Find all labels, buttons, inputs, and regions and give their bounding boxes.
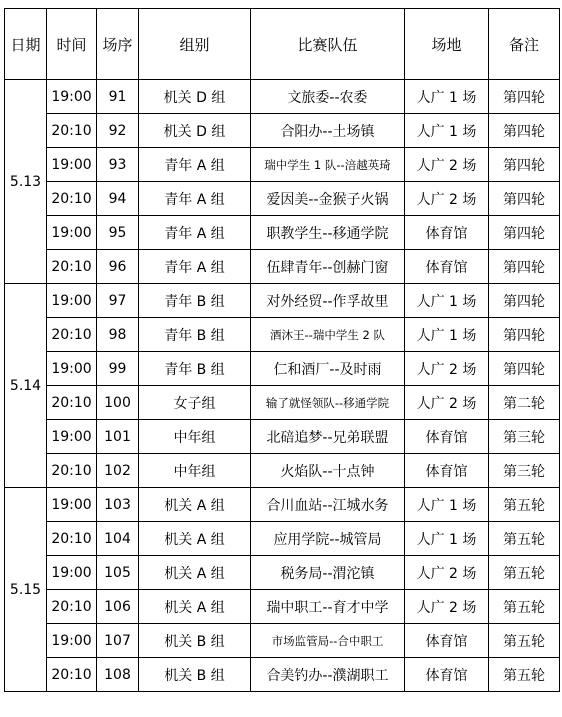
venue-cell: 人广 1 场	[405, 114, 489, 148]
note-cell: 第四轮	[489, 114, 560, 148]
note-cell: 第五轮	[489, 488, 560, 522]
date-cell: 5.15	[5, 488, 47, 692]
match-number-cell: 104	[97, 522, 139, 556]
header-group: 组别	[139, 9, 251, 80]
teams-cell: 应用学院--城管局	[251, 522, 405, 556]
table-row	[5, 386, 560, 420]
venue-cell: 人广 2 场	[405, 182, 489, 216]
group-cell: 中年组	[139, 454, 251, 488]
match-number-cell: 96	[97, 250, 139, 284]
match-number-cell: 101	[97, 420, 139, 454]
group-cell: 青年 B 组	[139, 284, 251, 318]
header-match-number: 场序	[97, 9, 139, 80]
table-row	[5, 284, 560, 318]
table-row	[5, 80, 560, 114]
time-cell: 19:00	[47, 284, 97, 318]
match-number-cell: 93	[97, 148, 139, 182]
teams-cell: 输了就怪领队--移通学院	[251, 386, 405, 420]
venue-cell: 体育馆	[405, 216, 489, 250]
teams-cell: 文旅委--农委	[251, 80, 405, 114]
table-row	[5, 556, 560, 590]
group-cell: 机关 A 组	[139, 556, 251, 590]
match-number-cell: 98	[97, 318, 139, 352]
venue-cell: 人广 2 场	[405, 148, 489, 182]
note-cell: 第四轮	[489, 182, 560, 216]
venue-cell: 体育馆	[405, 250, 489, 284]
table-row	[5, 182, 560, 216]
note-cell: 第五轮	[489, 556, 560, 590]
time-cell: 20:10	[47, 318, 97, 352]
note-cell: 第五轮	[489, 624, 560, 658]
venue-cell: 体育馆	[405, 420, 489, 454]
teams-cell: 税务局--渭沱镇	[251, 556, 405, 590]
match-number-cell: 95	[97, 216, 139, 250]
teams-cell: 火焰队--十点钟	[251, 454, 405, 488]
group-cell: 机关 A 组	[139, 522, 251, 556]
teams-cell: 瑞中学生 1 队--涪越英琦	[251, 148, 405, 182]
match-number-cell: 100	[97, 386, 139, 420]
date-cell: 5.13	[5, 80, 47, 284]
time-cell: 20:10	[47, 658, 97, 692]
group-cell: 机关 B 组	[139, 658, 251, 692]
time-cell: 20:10	[47, 114, 97, 148]
venue-cell: 体育馆	[405, 624, 489, 658]
teams-cell: 合阳办--土场镇	[251, 114, 405, 148]
match-number-cell: 92	[97, 114, 139, 148]
table-body	[5, 80, 560, 692]
note-cell: 第五轮	[489, 590, 560, 624]
venue-cell: 体育馆	[405, 658, 489, 692]
teams-cell: 仁和酒厂--及时雨	[251, 352, 405, 386]
table-row	[5, 250, 560, 284]
venue-cell: 人广 2 场	[405, 386, 489, 420]
time-cell: 20:10	[47, 386, 97, 420]
teams-cell: 爱因美--金猴子火锅	[251, 182, 405, 216]
teams-cell: 伍肆青年--创赫门窗	[251, 250, 405, 284]
match-number-cell: 97	[97, 284, 139, 318]
table-row	[5, 454, 560, 488]
match-number-cell: 107	[97, 624, 139, 658]
time-cell: 19:00	[47, 148, 97, 182]
header-row	[5, 9, 560, 80]
time-cell: 20:10	[47, 590, 97, 624]
note-cell: 第四轮	[489, 148, 560, 182]
group-cell: 女子组	[139, 386, 251, 420]
note-cell: 第四轮	[489, 250, 560, 284]
teams-cell: 酒沐王--瑞中学生 2 队	[251, 318, 405, 352]
note-cell: 第四轮	[489, 352, 560, 386]
table-row	[5, 148, 560, 182]
time-cell: 19:00	[47, 216, 97, 250]
header-date: 日期	[5, 9, 47, 80]
venue-cell: 人广 1 场	[405, 522, 489, 556]
table-row	[5, 114, 560, 148]
note-cell: 第四轮	[489, 318, 560, 352]
table-row	[5, 658, 560, 692]
group-cell: 青年 A 组	[139, 250, 251, 284]
table-row	[5, 488, 560, 522]
header-teams: 比赛队伍	[251, 9, 405, 80]
venue-cell: 人广 2 场	[405, 556, 489, 590]
match-number-cell: 103	[97, 488, 139, 522]
table-row	[5, 624, 560, 658]
time-cell: 20:10	[47, 454, 97, 488]
group-cell: 中年组	[139, 420, 251, 454]
group-cell: 机关 D 组	[139, 114, 251, 148]
group-cell: 青年 B 组	[139, 318, 251, 352]
time-cell: 19:00	[47, 420, 97, 454]
match-schedule-table	[4, 8, 560, 692]
table-row	[5, 216, 560, 250]
teams-cell: 对外经贸--作孚故里	[251, 284, 405, 318]
group-cell: 青年 A 组	[139, 148, 251, 182]
group-cell: 机关 B 组	[139, 624, 251, 658]
teams-cell: 瑞中职工--育才中学	[251, 590, 405, 624]
venue-cell: 人广 1 场	[405, 80, 489, 114]
header-venue: 场地	[405, 9, 489, 80]
time-cell: 20:10	[47, 182, 97, 216]
note-cell: 第四轮	[489, 216, 560, 250]
venue-cell: 人广 2 场	[405, 352, 489, 386]
match-number-cell: 108	[97, 658, 139, 692]
header-time: 时间	[47, 9, 97, 80]
table-row	[5, 420, 560, 454]
note-cell: 第三轮	[489, 420, 560, 454]
teams-cell: 合川血站--江城水务	[251, 488, 405, 522]
match-number-cell: 91	[97, 80, 139, 114]
note-cell: 第三轮	[489, 454, 560, 488]
group-cell: 青年 B 组	[139, 352, 251, 386]
teams-cell: 合美钓办--濮湖职工	[251, 658, 405, 692]
time-cell: 20:10	[47, 250, 97, 284]
time-cell: 19:00	[47, 80, 97, 114]
time-cell: 19:00	[47, 624, 97, 658]
teams-cell: 北碚追梦--兄弟联盟	[251, 420, 405, 454]
venue-cell: 人广 2 场	[405, 590, 489, 624]
table-row	[5, 352, 560, 386]
teams-cell: 市场监管局--合中职工	[251, 624, 405, 658]
teams-cell: 职教学生--移通学院	[251, 216, 405, 250]
time-cell: 19:00	[47, 488, 97, 522]
group-cell: 机关 A 组	[139, 590, 251, 624]
time-cell: 19:00	[47, 556, 97, 590]
venue-cell: 人广 1 场	[405, 284, 489, 318]
venue-cell: 人广 1 场	[405, 488, 489, 522]
note-cell: 第四轮	[489, 80, 560, 114]
note-cell: 第五轮	[489, 658, 560, 692]
venue-cell: 人广 1 场	[405, 318, 489, 352]
match-number-cell: 102	[97, 454, 139, 488]
match-number-cell: 105	[97, 556, 139, 590]
group-cell: 机关 A 组	[139, 488, 251, 522]
match-number-cell: 99	[97, 352, 139, 386]
note-cell: 第二轮	[489, 386, 560, 420]
group-cell: 青年 A 组	[139, 216, 251, 250]
table-row	[5, 318, 560, 352]
note-cell: 第五轮	[489, 522, 560, 556]
note-cell: 第四轮	[489, 284, 560, 318]
time-cell: 20:10	[47, 522, 97, 556]
table-row	[5, 522, 560, 556]
group-cell: 青年 A 组	[139, 182, 251, 216]
header-note: 备注	[489, 9, 560, 80]
table-row	[5, 590, 560, 624]
time-cell: 19:00	[47, 352, 97, 386]
date-cell: 5.14	[5, 284, 47, 488]
table-header	[5, 9, 560, 80]
match-number-cell: 94	[97, 182, 139, 216]
group-cell: 机关 D 组	[139, 80, 251, 114]
match-number-cell: 106	[97, 590, 139, 624]
venue-cell: 体育馆	[405, 454, 489, 488]
